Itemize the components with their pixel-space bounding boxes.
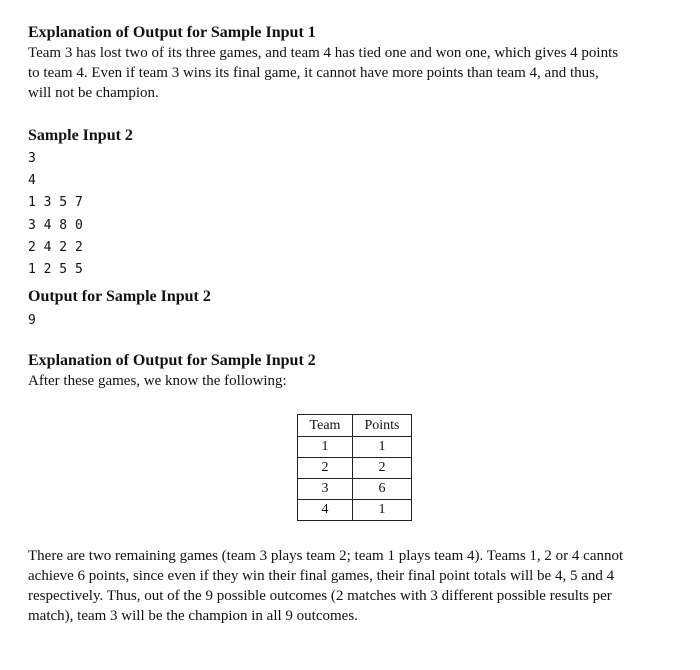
closing-line: There are two remaining games (team 3 plays team 2; team 1 plays team 4). Teams 1, 2 or 4 cannot [28, 548, 624, 564]
sample-output-2-section [28, 286, 211, 330]
explanation-1-line: Team 3 has lost two of its three games, and team 4 has tied one and won one, which gives 4 points [28, 45, 619, 61]
points-table [297, 414, 412, 521]
team-cell: 2 [298, 457, 353, 478]
sample-output-2-value: 9 [28, 313, 36, 328]
explanation-2-heading: Explanation of Output for Sample Input 2 [28, 352, 316, 369]
sample-input-2-block [28, 149, 133, 279]
table-row [298, 499, 411, 520]
closing-line: achieve 6 points, since even if they win their final games, their final point totals will be 4, 5 and 4 [28, 568, 615, 584]
sample-input-line: 3 [28, 151, 36, 166]
closing-paragraph [28, 546, 688, 626]
table-row [298, 457, 411, 478]
sample-input-line: 1 3 5 7 [28, 195, 83, 211]
explanation-2-section [28, 350, 316, 391]
explanation-1-line: will not be champion. [28, 85, 159, 101]
sample-input-line: 2 4 2 2 [28, 239, 83, 255]
explanation-1-heading: Explanation of Output for Sample Input 1 [28, 24, 316, 41]
column-header-team: Team [298, 415, 353, 437]
explanation-1-section [28, 22, 688, 103]
points-cell: 1 [353, 499, 411, 520]
sample-output-2-heading: Output for Sample Input 2 [28, 288, 211, 305]
sample-input-line: 4 [28, 173, 36, 189]
points-cell: 6 [353, 478, 411, 499]
explanation-2-intro: After these games, we know the following: [28, 373, 287, 389]
points-table-wrapper [297, 414, 412, 521]
team-cell: 3 [298, 478, 353, 499]
closing-line: match), team 3 will be the champion in all 9 outcomes. [28, 608, 358, 624]
closing-line: respectively. Thus, out of the 9 possible outcomes (2 matches with 3 different possible results per [28, 588, 612, 604]
points-cell: 1 [378, 439, 386, 454]
sample-input-2-section [28, 125, 133, 279]
column-header-points: Points [353, 415, 411, 437]
sample-input-line: 1 2 5 5 [28, 262, 83, 278]
points-cell: 2 [353, 457, 411, 478]
team-cell: 1 [298, 437, 353, 457]
points-table-header-row [298, 415, 411, 437]
sample-input-line: 3 4 8 0 [28, 217, 83, 233]
explanation-1-line: to team 4. Even if team 3 wins its final game, it cannot have more points than team 4, and thus, [28, 65, 599, 81]
sample-input-2-heading: Sample Input 2 [28, 127, 133, 144]
table-row [298, 437, 411, 457]
team-cell: 4 [298, 499, 353, 520]
table-row [298, 478, 411, 499]
